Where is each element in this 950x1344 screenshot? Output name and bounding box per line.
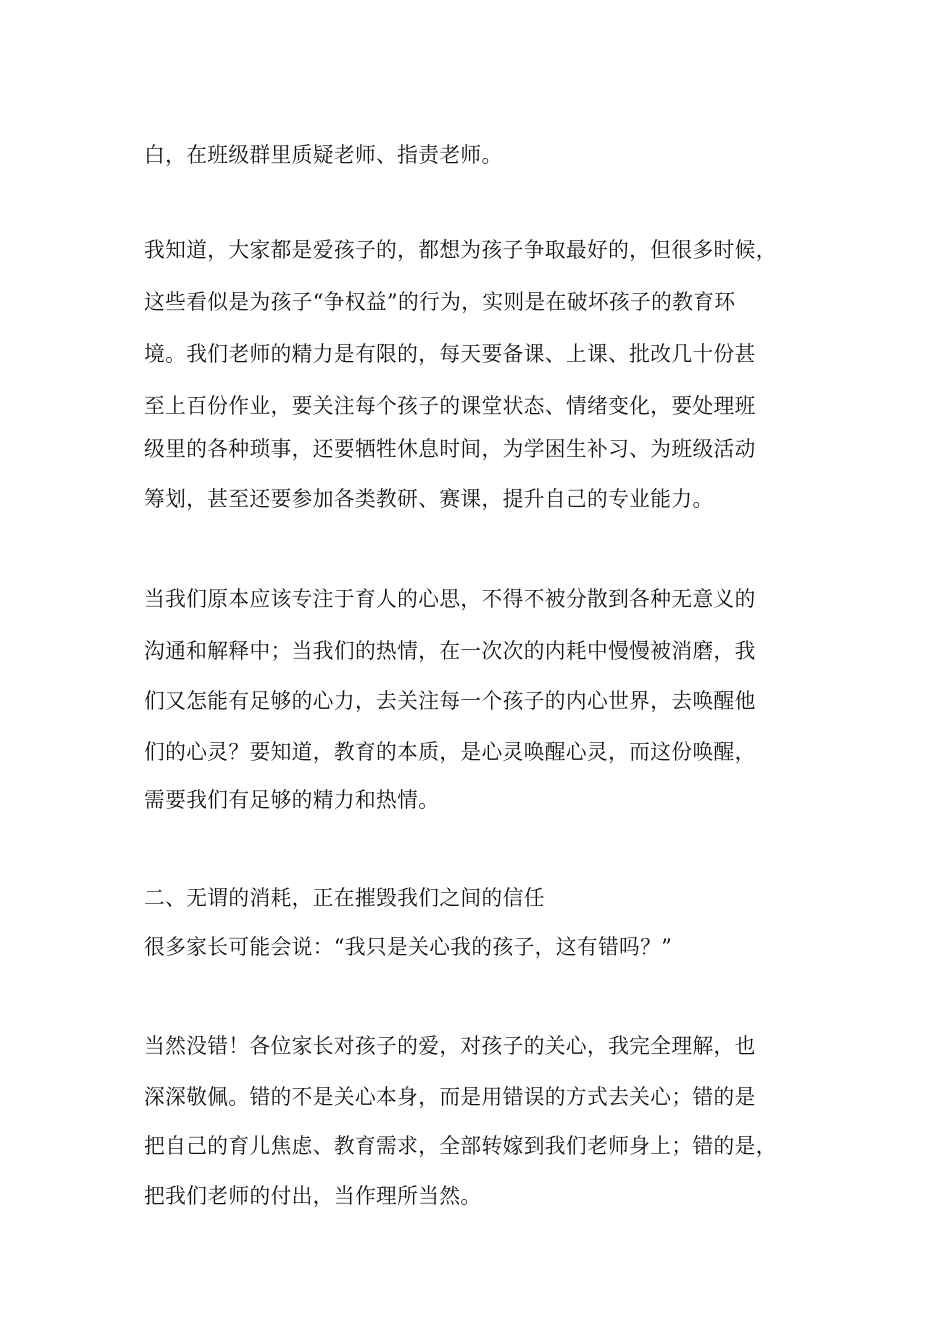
paragraph-2-line-4: 至上百份作业，要关注每个孩子的课堂状态、情绪变化，要处理班 bbox=[144, 394, 756, 418]
paragraph-3-line-2: 沟通和解释中；当我们的热情，在一次次的内耗中慢慢被消磨，我 bbox=[144, 639, 756, 663]
paragraph-3-line-4: 们的心灵？要知道，教育的本质，是心灵唤醒心灵，而这份唤醒， bbox=[144, 740, 756, 764]
paragraph-5-line-2: 深深敬佩。错的不是关心本身，而是用错误的方式去关心；错的是 bbox=[144, 1085, 756, 1109]
paragraph-2-line-6: 筹划，甚至还要参加各类教研、赛课，提升自己的专业能力。 bbox=[144, 487, 714, 511]
paragraph-2-line-5: 级里的各种琐事，还要牺牲休息时间，为学困生补习、为班级活动 bbox=[144, 437, 756, 461]
paragraph-1-line-1: 白，在班级群里质疑老师、指责老师。 bbox=[144, 143, 503, 167]
paragraph-3-line-1: 当我们原本应该专注于育人的心思，不得不被分散到各种无意义的 bbox=[144, 587, 756, 611]
paragraph-5-line-3: 把自己的育儿焦虑、教育需求，全部转嫁到我们老师身上；错的是， bbox=[144, 1134, 777, 1158]
paragraph-2-line-2: 这些看似是为孩子“争权益”的行为，实则是在破坏孩子的教育环 bbox=[144, 290, 736, 314]
paragraph-5-line-4: 把我们老师的付出，当作理所当然。 bbox=[144, 1184, 482, 1208]
section-heading: 二、无谓的消耗，正在摧毁我们之间的信任 bbox=[144, 886, 545, 910]
paragraph-3-line-3: 们又怎能有足够的心力，去关注每一个孩子的内心世界，去唤醒他 bbox=[144, 689, 756, 713]
paragraph-3-line-5: 需要我们有足够的精力和热情。 bbox=[144, 788, 440, 812]
paragraph-2-line-1: 我知道，大家都是爱孩子的，都想为孩子争取最好的，但很多时候， bbox=[144, 238, 777, 262]
paragraph-2-line-3: 境。我们老师的精力是有限的，每天要备课、上课、批改几十份甚 bbox=[144, 342, 756, 366]
paragraph-5-line-1: 当然没错！各位家长对孩子的爱，对孩子的关心，我完全理解，也 bbox=[144, 1034, 756, 1058]
paragraph-4-line-2: 很多家长可能会说：“我只是关心我的孩子，这有错吗？” bbox=[144, 935, 673, 959]
